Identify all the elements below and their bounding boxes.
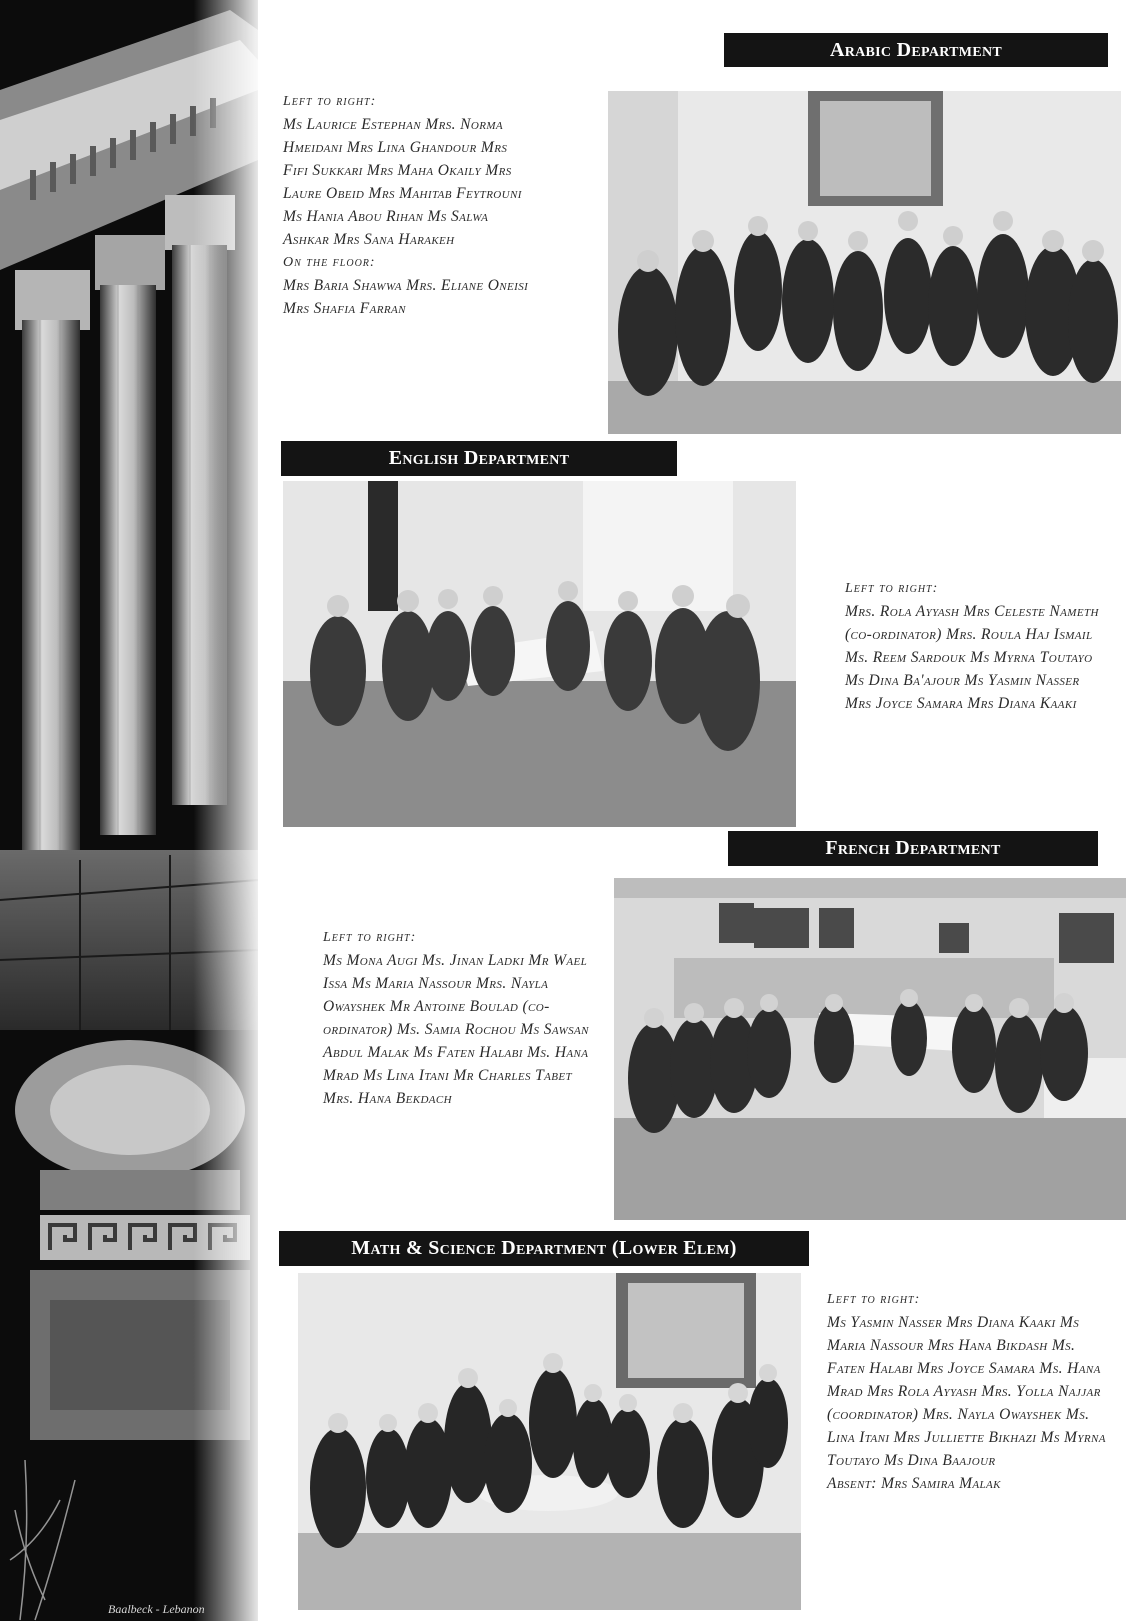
french-caption-names: Ms Mona Augi Ms. Jinan Ladki Mr Wael Issa Ms Maria Nassour Mrs. Nayla Owayshek Mr Antoine Boulad (co-ordinator) Ms. Samia Rochou Ms Sawsan Abdul Malak Ms Faten Halabi Ms. Hana Mrad Ms Lina Itani Mr Charles Tabet Mrs. Hana Bekdach [323, 952, 589, 1107]
english-department-photo [283, 481, 796, 827]
french-caption [323, 926, 598, 1110]
english-department-banner: English Department [281, 441, 677, 476]
french-department-banner: French Department [728, 831, 1098, 866]
arabic-department-banner: Arabic Department [724, 33, 1108, 67]
columns-illustration [0, 0, 258, 1621]
english-caption [845, 577, 1110, 715]
french-department-photo [614, 878, 1126, 1220]
math-science-department-banner: Math & Science Department (Lower Elem) [279, 1231, 809, 1266]
english-caption-names: Mrs. Rola Ayyash Mrs Celeste Nameth (co-ordinator) Mrs. Roula Haj Ismail Ms. Reem Sardouk Ms Myrna Toutayo Ms Dina Ba'ajour Ms Yasmin Nasser Mrs Joyce Samara Mrs Diana Kaaki [845, 603, 1099, 712]
math-science-caption-names: Ms Yasmin Nasser Mrs Diana Kaaki Ms Maria Nassour Mrs Hana Bikdash Ms. Faten Halabi Mrs Joyce Samara Ms. Hana Mrad Mrs Rola Ayyash Mrs. Yolla Najjar (coordinator) Mrs. Nayla Owayshek Ms. Lina Itani Mrs Julliette Bikhazi Ms Myrna Toutayo Ms Dina Baajour [827, 1314, 1106, 1469]
group-photo-image [283, 481, 796, 827]
group-photo-image [608, 91, 1121, 434]
arabic-department-photo [608, 91, 1121, 434]
sidebar-photo-baalbeck [0, 0, 258, 1621]
math-science-caption-lead: Left to right: [827, 1292, 921, 1307]
english-caption-lead: Left to right: [845, 581, 939, 596]
group-photo-image [614, 878, 1126, 1220]
arabic-caption-lead: Left to right: [283, 94, 377, 109]
french-caption-lead: Left to right: [323, 930, 417, 945]
arabic-caption-names: Ms Laurice Estephan Mrs. Norma Hmeidani Mrs Lina Ghandour Mrs Fifi Sukkari Mrs Maha Okaily Mrs Laure Obeid Mrs Mahitab Feytrouni Ms Hania Abou Rihan Ms Salwa Ashkar Mrs Sana Harakeh [283, 116, 522, 248]
arabic-caption [283, 90, 533, 320]
math-science-caption-absent: Absent: Mrs Samira Malak [827, 1475, 1001, 1492]
sidebar-caption: Baalbeck - Lebanon [108, 1602, 205, 1616]
math-science-caption [827, 1288, 1117, 1495]
group-photo-image [298, 1273, 801, 1610]
arabic-caption-lead2: On the floor: [283, 255, 376, 270]
arabic-caption-names2: Mrs Baria Shawwa Mrs. Eliane Oneisi Mrs Shafia Farran [283, 277, 529, 317]
math-science-department-photo [298, 1273, 801, 1610]
